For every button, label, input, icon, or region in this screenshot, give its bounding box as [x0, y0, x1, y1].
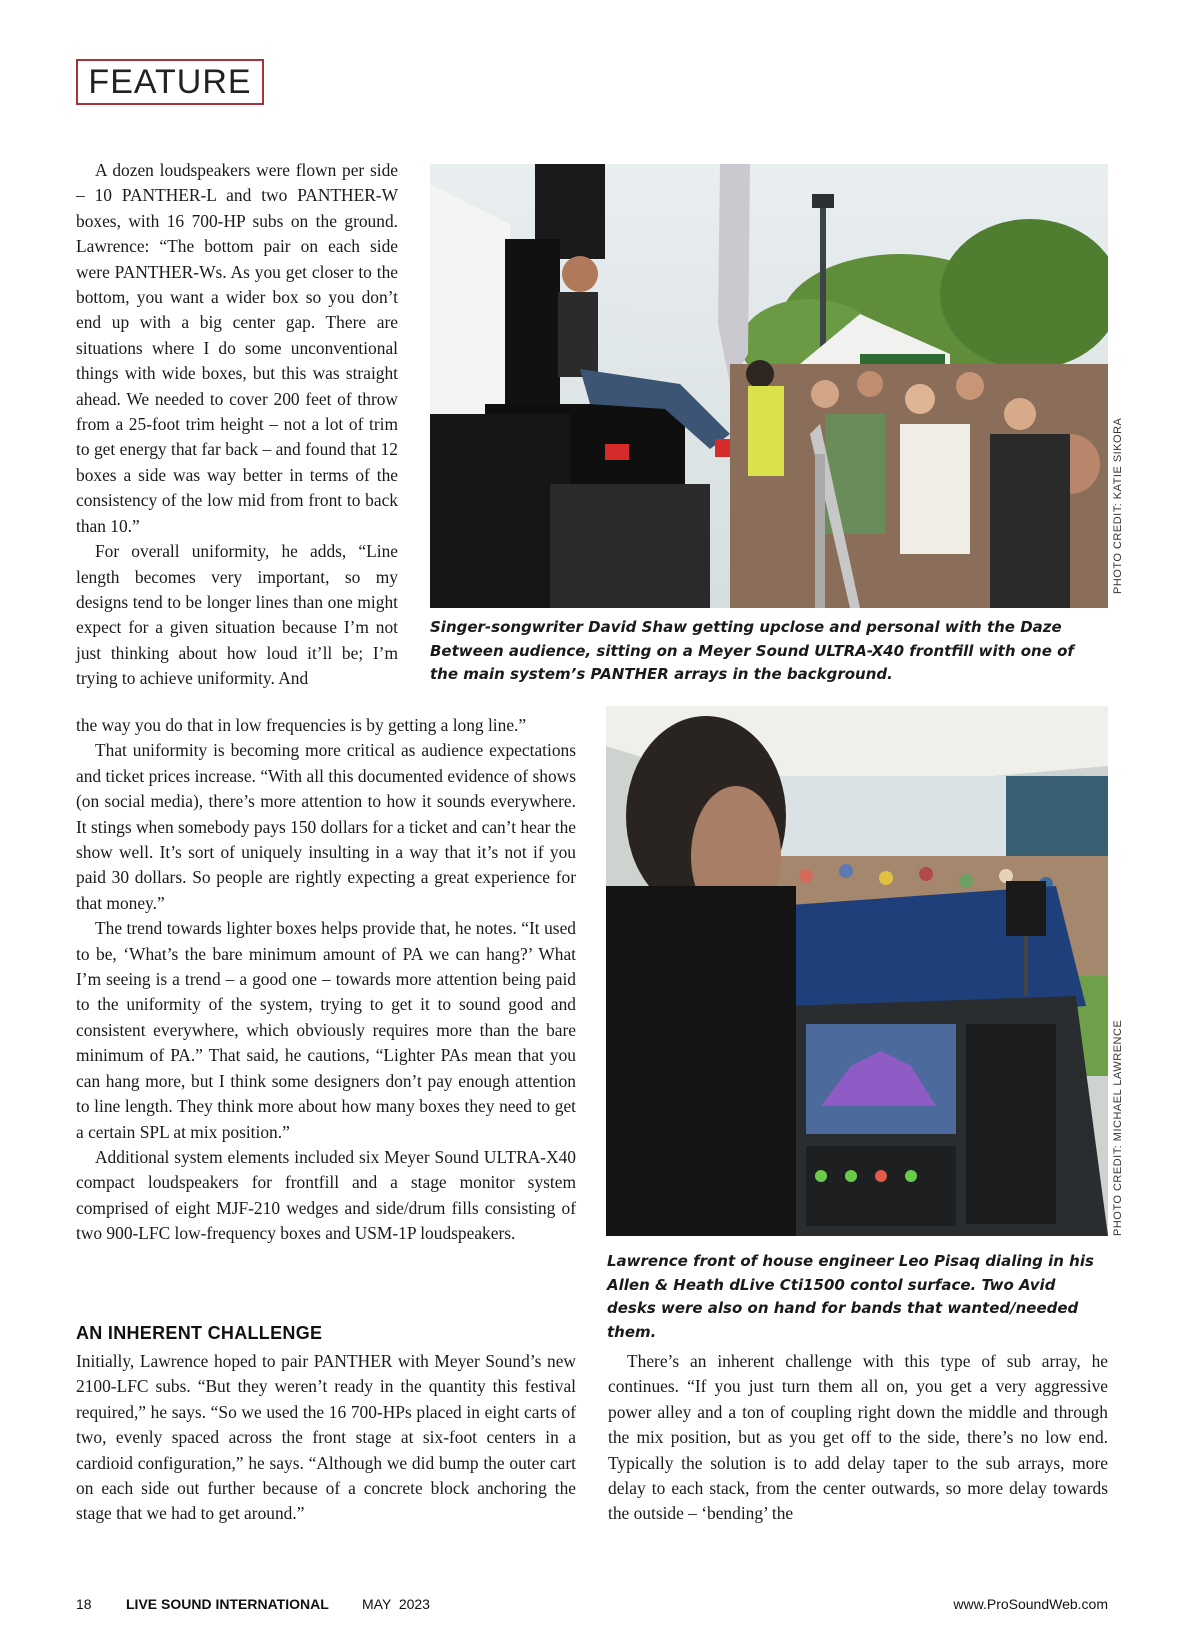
photo-credit: PHOTO CREDIT: MICHAEL LAWRENCE [1112, 1019, 1124, 1236]
paragraph: A dozen loudspeakers were flown per side – 10 PANTHER-L and two PANTHER-W boxes, with 16 700-HP subs on the ground. Lawrence: “The bottom pair on each side were PANTHER-Ws. As you get closer to the bottom, you want a wider box so you don’t end up with a big center gap. There are situations where I do some unconventional things with wide boxes, but this was straight ahead. We needed to cover 200 feet of throw from a 25-foot trim height – not a lot of trim to get energy that far back – and found that 12 boxes a side was way better in terms of the consistency of the low mid from front to back than 10.” [76, 160, 398, 536]
section-label-box [76, 59, 264, 105]
footer-issue: MAY 2023 [362, 1596, 430, 1612]
paragraph: For overall uniformity, he adds, “Line length becomes very important, so my designs tend to be longer lines than one might expect for a given situation because I’m not just thinking about how loud it’ll be; I’m trying to achieve uniformity. And [76, 541, 398, 689]
section-label: FEATURE [88, 62, 252, 101]
paragraph: There’s an inherent challenge with this type of sub array, he continues. “If you just turn them all on, you get a very aggressive power alley and a ton of coupling right down the middle and through the mix position, but as you get off to the side, there’s no low end. Typically the solution is to add delay taper to the sub arrays, more delay to each stack, from the center outwards, so more delay towards the outside – ‘bending’ the [608, 1351, 1108, 1524]
photo-credit: PHOTO CREDIT: KATIE SIKORA [1112, 417, 1124, 594]
photo-singer-on-stage [430, 164, 1108, 608]
photo-caption: Singer-songwriter David Shaw getting upclose and personal with the Daze Between audience, sitting on a Meyer Sound ULTRA-X40 frontfill with one of the main system’s PANTHER arrays in the background. [430, 618, 1074, 683]
footer-website: www.ProSoundWeb.com [953, 1596, 1108, 1612]
paragraph: The trend towards lighter boxes helps provide that, he notes. “It used to be, ‘What’s the bare minimum amount of PA we can hang?’ What I’m seeing is a trend – a good one – towards more attention being paid to the uniformity of the system, trying to get it to sound good and consistent everywhere, which obviously requires more than the bare minimum of PA.” That said, he cautions, “Lighter PAs mean that you can hang more, but I think some designers don’t pay enough attention to line length. They think more about how many boxes they need to get a certain SPL at mix position.” [76, 918, 576, 1142]
footer-publication: LIVE SOUND INTERNATIONAL [126, 1596, 329, 1612]
paragraph-continued: the way you do that in low frequencies is by getting a long line.” [76, 715, 527, 735]
photo-caption: Lawrence front of house engineer Leo Pisaq dialing in his Allen & Heath dLive Cti1500 contol surface. Two Avid desks were also on hand for bands that wanted/needed them. [607, 1252, 1094, 1341]
photo-foh-console [606, 706, 1108, 1236]
column-2-bottom [608, 1349, 1108, 1527]
footer-page-number: 18 [76, 1596, 92, 1612]
column-1-top [76, 158, 398, 692]
column-1-bottom [76, 1349, 576, 1527]
paragraph: That uniformity is becoming more critical as audience expectations and ticket prices increase. “With all this documented evidence of shows (on social media), there’s more attention to how it sounds everywhere. It stings when somebody pays 150 dollars for a ticket and can’t hear the show well. It’s sort of uniquely insulting in a way that it’s not if you paid 30 dollars. So people are rightly expecting a great experience for that money.” [76, 740, 576, 913]
paragraph: Additional system elements included six Meyer Sound ULTRA-X40 compact loudspeakers for frontfill and a stage monitor system comprised of eight MJF-210 wedges and side/drum fills consisting of two 900-LFC low-frequency boxes and USM-1P loudspeakers. [76, 1146, 576, 1244]
column-1-middle [76, 713, 576, 1247]
paragraph: Initially, Lawrence hoped to pair PANTHER with Meyer Sound’s new 2100-LFC subs. “But they weren’t ready in the quantity this festival required,” he says. “So we used the 16 700-HPs placed in eight carts of two, evenly spaced across the front stage at six-foot centers in a cardioid configuration,” he says. “Although we did bump the outer cart on each side out further because of a concrete block anchoring the stage that we had to get around.” [76, 1351, 576, 1524]
subhead: AN INHERENT CHALLENGE [76, 1323, 323, 1343]
